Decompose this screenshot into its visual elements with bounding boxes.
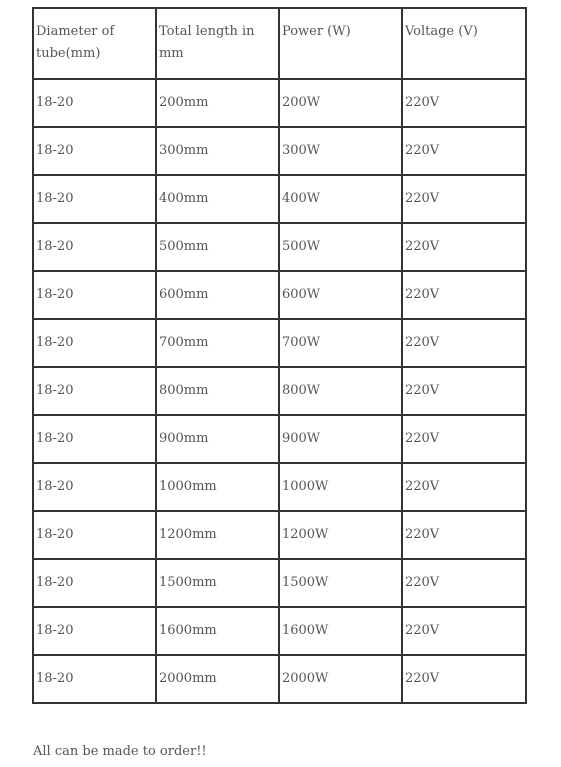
cell-voltage: 220V xyxy=(402,79,526,127)
cell-diameter: 18-20 xyxy=(33,607,156,655)
cell-diameter: 18-20 xyxy=(33,271,156,319)
header-power: Power (W) xyxy=(279,8,402,79)
cell-total-length: 800mm xyxy=(156,367,279,415)
table-header-row xyxy=(33,8,526,79)
header-diameter: Diameter of tube(mm) xyxy=(33,8,156,79)
cell-voltage: 220V xyxy=(402,367,526,415)
table-row xyxy=(33,607,526,655)
cell-voltage: 220V xyxy=(402,175,526,223)
cell-power: 900W xyxy=(279,415,402,463)
cell-diameter: 18-20 xyxy=(33,79,156,127)
header-total-length: Total length in mm xyxy=(156,8,279,79)
cell-total-length: 900mm xyxy=(156,415,279,463)
table-row xyxy=(33,415,526,463)
cell-voltage: 220V xyxy=(402,511,526,559)
cell-power: 800W xyxy=(279,367,402,415)
table-row xyxy=(33,511,526,559)
cell-power: 700W xyxy=(279,319,402,367)
cell-total-length: 1500mm xyxy=(156,559,279,607)
cell-diameter: 18-20 xyxy=(33,223,156,271)
cell-voltage: 220V xyxy=(402,655,526,703)
spec-table xyxy=(32,7,527,704)
cell-total-length: 2000mm xyxy=(156,655,279,703)
cell-power: 1200W xyxy=(279,511,402,559)
cell-power: 300W xyxy=(279,127,402,175)
cell-diameter: 18-20 xyxy=(33,415,156,463)
header-voltage: Voltage (V) xyxy=(402,8,526,79)
cell-power: 200W xyxy=(279,79,402,127)
table-row xyxy=(33,463,526,511)
cell-voltage: 220V xyxy=(402,319,526,367)
cell-diameter: 18-20 xyxy=(33,463,156,511)
table-row xyxy=(33,271,526,319)
cell-total-length: 200mm xyxy=(156,79,279,127)
cell-total-length: 600mm xyxy=(156,271,279,319)
table-row xyxy=(33,79,526,127)
cell-power: 1500W xyxy=(279,559,402,607)
table-row xyxy=(33,319,526,367)
cell-voltage: 220V xyxy=(402,463,526,511)
cell-voltage: 220V xyxy=(402,271,526,319)
spec-table-body xyxy=(33,8,526,703)
cell-power: 2000W xyxy=(279,655,402,703)
cell-diameter: 18-20 xyxy=(33,655,156,703)
cell-voltage: 220V xyxy=(402,607,526,655)
cell-voltage: 220V xyxy=(402,127,526,175)
table-row xyxy=(33,559,526,607)
cell-total-length: 700mm xyxy=(156,319,279,367)
cell-diameter: 18-20 xyxy=(33,559,156,607)
table-row xyxy=(33,175,526,223)
cell-total-length: 1600mm xyxy=(156,607,279,655)
table-row xyxy=(33,223,526,271)
cell-diameter: 18-20 xyxy=(33,511,156,559)
cell-power: 1600W xyxy=(279,607,402,655)
table-row xyxy=(33,655,526,703)
cell-diameter: 18-20 xyxy=(33,127,156,175)
cell-voltage: 220V xyxy=(402,559,526,607)
cell-total-length: 1200mm xyxy=(156,511,279,559)
cell-total-length: 300mm xyxy=(156,127,279,175)
order-note: All can be made to order!! xyxy=(33,744,207,759)
cell-voltage: 220V xyxy=(402,415,526,463)
cell-diameter: 18-20 xyxy=(33,367,156,415)
cell-power: 500W xyxy=(279,223,402,271)
cell-diameter: 18-20 xyxy=(33,319,156,367)
cell-total-length: 1000mm xyxy=(156,463,279,511)
cell-power: 600W xyxy=(279,271,402,319)
cell-voltage: 220V xyxy=(402,223,526,271)
table-row xyxy=(33,367,526,415)
cell-total-length: 500mm xyxy=(156,223,279,271)
cell-power: 400W xyxy=(279,175,402,223)
cell-diameter: 18-20 xyxy=(33,175,156,223)
cell-power: 1000W xyxy=(279,463,402,511)
cell-total-length: 400mm xyxy=(156,175,279,223)
table-row xyxy=(33,127,526,175)
